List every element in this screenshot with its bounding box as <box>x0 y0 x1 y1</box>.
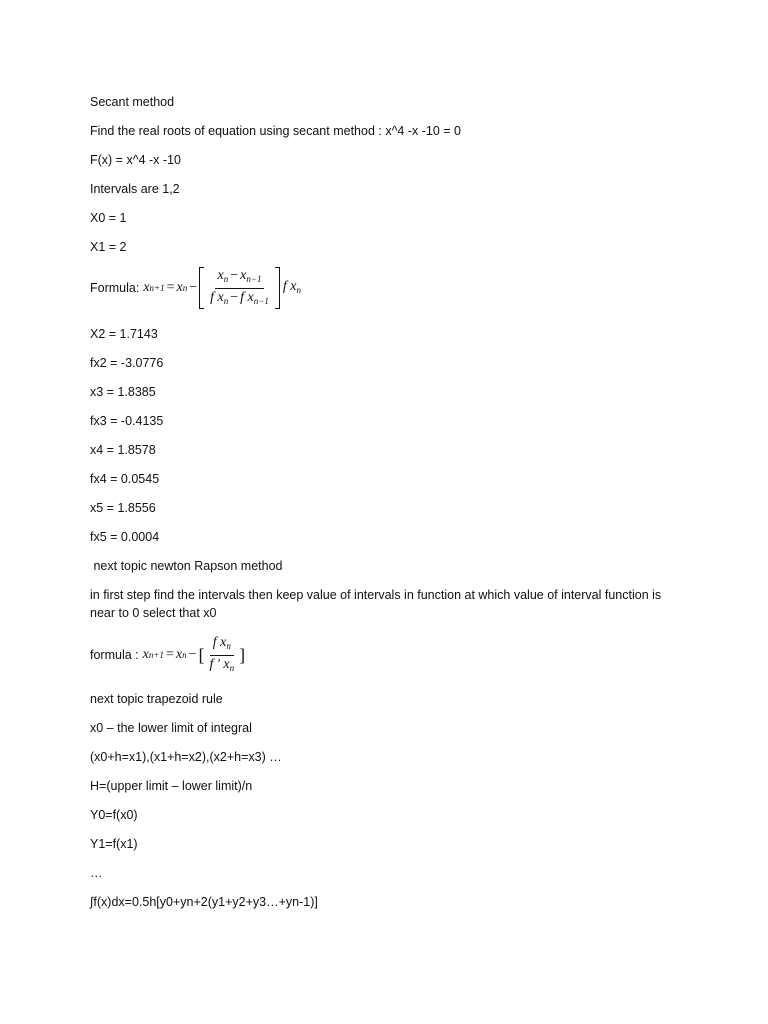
x0-value: X0 = 1 <box>90 211 127 225</box>
intervals-text: Intervals are 1,2 <box>90 182 180 196</box>
newton-formula-label: formula : <box>90 648 139 662</box>
secant-formula <box>90 266 301 310</box>
heading-newton-raphson: next topic newton Rapson method <box>90 559 283 573</box>
x4-value: x4 = 1.8578 <box>90 443 156 457</box>
x1-value: X1 = 2 <box>90 240 127 254</box>
y0-definition: Y0=f(x0) <box>90 808 138 822</box>
newton-formula <box>90 633 245 677</box>
secant-formula-math: x n+1 = x n − $\frac{x_n - x_{n-1}}{f x_n - f x_{n-1}}$ f $x_n$ <box>143 267 301 309</box>
problem-statement: Find the real roots of equation using secant method : x^4 -x -10 = 0 <box>90 124 462 138</box>
fx3-value: fx3 = -0.4135 <box>90 414 164 428</box>
fx4-value: fx4 = 0.0545 <box>90 472 160 486</box>
fx2-value: fx2 = -3.0776 <box>90 356 164 370</box>
heading-secant-method: Secant method <box>90 95 175 109</box>
newton-formula-math: x n+1 = x n − [ $\frac{f x_n}{f ' x_n}$ ] <box>142 634 246 673</box>
x2-value: X2 = 1.7143 <box>90 327 158 341</box>
newton-instructions: in first step find the intervals then keep value of intervals in function at which value of interval function is near to 0 select that x0 <box>90 588 662 620</box>
step-size-formula: H=(upper limit – lower limit)/n <box>90 779 253 793</box>
y1-definition: Y1=f(x1) <box>90 837 138 851</box>
function-definition: F(x) = x^4 -x -10 <box>90 153 181 167</box>
heading-trapezoid-rule: next topic trapezoid rule <box>90 692 223 706</box>
secant-formula-label: Formula: <box>90 281 140 295</box>
trapezoid-formula: ∫f(x)dx=0.5h[y0+yn+2(y1+y2+y3…+yn-1)] <box>90 895 318 909</box>
lower-limit-text: x0 – the lower limit of integral <box>90 721 252 735</box>
step-sequence: (x0+h=x1),(x1+h=x2),(x2+h=x3) … <box>90 750 282 764</box>
x5-value: x5 = 1.8556 <box>90 501 156 515</box>
x3-value: x3 = 1.8385 <box>90 385 156 399</box>
ellipsis: … <box>90 866 103 880</box>
fx5-value: fx5 = 0.0004 <box>90 530 160 544</box>
